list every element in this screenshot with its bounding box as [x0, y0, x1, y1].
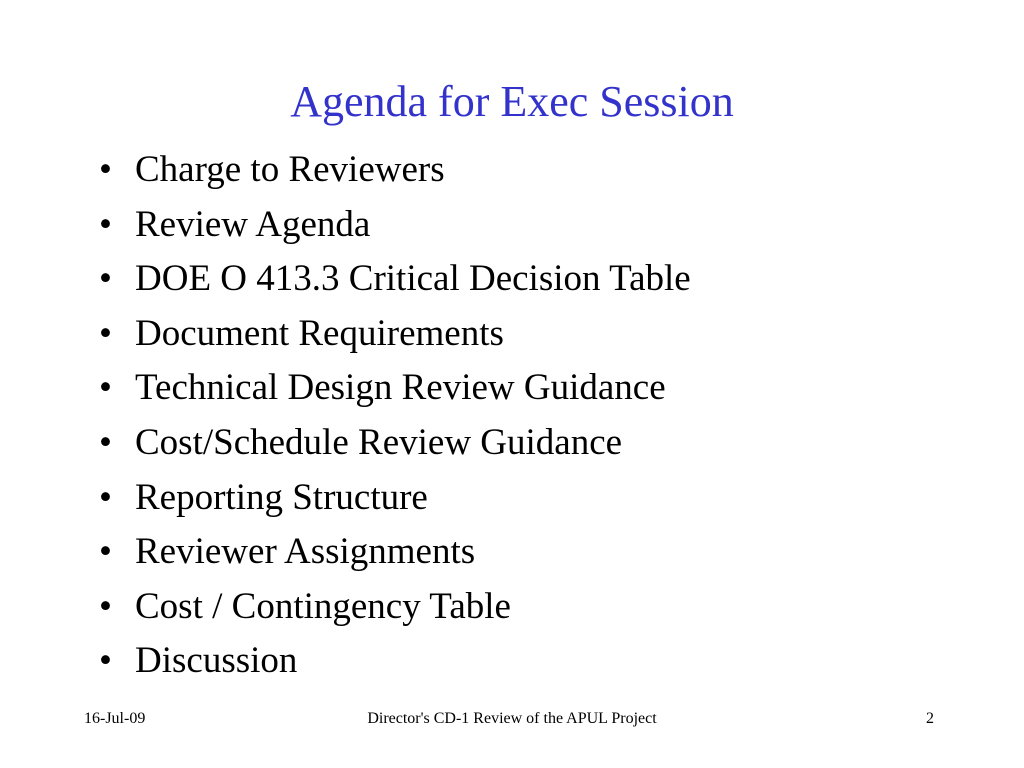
agenda-item [96, 634, 691, 689]
bullet-icon: • [99, 367, 112, 409]
agenda-item-label: Reviewer Assignments [135, 531, 476, 573]
agenda-item-label: DOE O 413.3 Critical Decision Table [135, 258, 691, 300]
agenda-item-label: Discussion [135, 640, 298, 682]
agenda-item [96, 361, 691, 416]
bullet-icon: • [99, 149, 112, 190]
agenda-item [96, 525, 691, 580]
page-number: 2 [926, 710, 934, 727]
agenda-item-label: Reporting Structure [135, 476, 428, 518]
agenda-item-label: Technical Design Review Guidance [135, 367, 666, 409]
agenda-item [96, 252, 691, 307]
bullet-icon: • [99, 312, 112, 354]
bullet-icon: • [99, 421, 112, 463]
bullet-icon: • [99, 476, 112, 518]
agenda-item [96, 580, 691, 635]
bullet-icon: • [99, 585, 112, 627]
agenda-item-label: Cost / Contingency Table [135, 585, 511, 627]
slide-title: Agenda for Exec Session [290, 77, 734, 126]
agenda-item [96, 143, 691, 198]
agenda-item-label: Review Agenda [135, 203, 371, 245]
agenda-list [96, 143, 691, 689]
agenda-item [96, 471, 691, 526]
agenda-item-label: Charge to Reviewers [135, 149, 445, 190]
footer-date: 16-Jul-09 [84, 710, 146, 727]
agenda-item-label: Cost/Schedule Review Guidance [135, 421, 623, 463]
footer-title: Director's CD-1 Review of the APUL Project [367, 710, 657, 727]
bullet-icon: • [99, 640, 112, 682]
bullet-icon: • [99, 203, 112, 245]
agenda-item [96, 416, 691, 471]
agenda-item-label: Document Requirements [135, 312, 504, 354]
agenda-item [96, 198, 691, 253]
bullet-icon: • [99, 531, 112, 573]
agenda-item [96, 307, 691, 362]
bullet-icon: • [99, 258, 112, 300]
